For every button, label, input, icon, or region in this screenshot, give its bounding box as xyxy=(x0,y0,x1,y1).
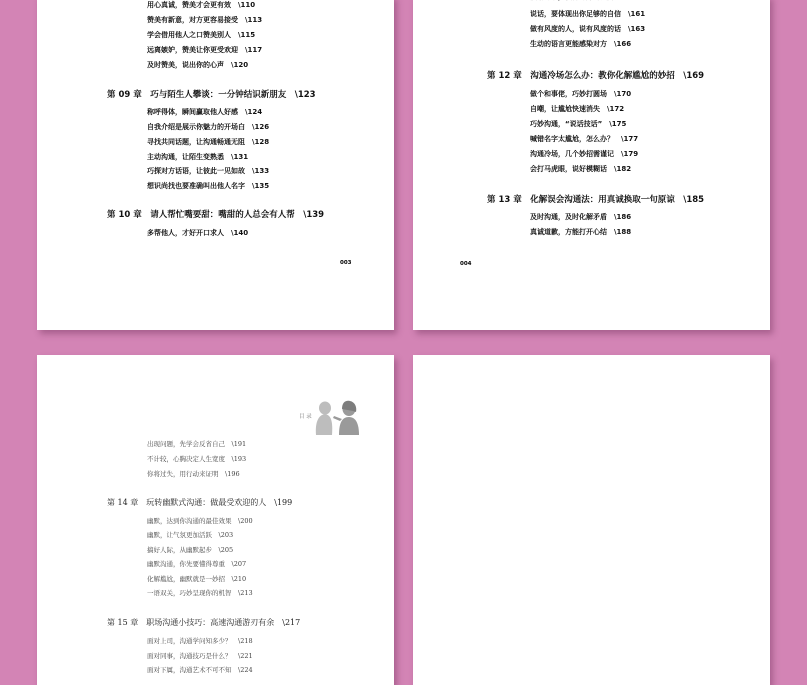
chapter-heading-10: 第 10 章 请人帮忙嘴要甜：嘴甜的人总会有人帮 \139 xyxy=(107,210,325,220)
chapter-heading-09: 第 09 章 巧与陌生人攀谈：一分钟结识新朋友 \123 xyxy=(107,90,316,100)
blank-page xyxy=(413,355,770,685)
chapter-heading-13: 第 13 章 化解误会沟通法：用真诚换取一句原谅 \185 xyxy=(487,195,705,205)
chapter-heading-14: 第 14 章 玩转幽默式沟通：做最受欢迎的人 \199 xyxy=(107,498,293,507)
chapter-heading-12: 第 12 章 沟通冷场怎么办：教你化解尴尬的妙招 \169 xyxy=(487,71,705,81)
toc-entry: 说话，要体现出你足够的自信 \161 xyxy=(530,10,646,18)
toc-page-continued xyxy=(37,355,394,685)
toc-entry: 学会借用他人之口赞美别人 \115 xyxy=(147,31,256,39)
toc-entry: 及时沟通，及时化解矛盾 \186 xyxy=(530,213,632,221)
toc-entry: 多帮他人，才好开口求人 \140 xyxy=(147,229,249,237)
toc-entry: 做有风度的人，说有风度的话 \163 xyxy=(530,25,646,33)
toc-entry: 生动的语言更能感染对方 \166 xyxy=(530,40,632,48)
toc-entry: 及时赞美，说出你的心声 \120 xyxy=(147,61,249,69)
toc-entry: 幽默沟通，你先要懂得尊重 \207 xyxy=(147,560,247,568)
toc-entry: 出现问题，先学会反省自己 \191 xyxy=(147,440,247,448)
toc-entry: 幽默，让气氛更加活跃 \203 xyxy=(147,531,234,539)
toc-entry: 巧探对方话语，让彼此一见如故 \133 xyxy=(147,167,270,175)
couple-silhouette-icon xyxy=(311,399,367,435)
toc-entry: 用心真诚，赞美才会更有效 \110 xyxy=(147,1,256,9)
toc-entry: 真诚道歉，方能打开心结 \188 xyxy=(530,228,632,236)
toc-header-label: 目 录 xyxy=(299,414,312,420)
toc-entry: 幽默，达到你沟通的最佳效果 \200 xyxy=(147,517,253,525)
toc-entry: 你将过失，用行动来证明 \196 xyxy=(147,470,240,478)
toc-entry: 赞美有新意，对方更容易接受 \113 xyxy=(147,16,263,24)
toc-entry: 自嘲，让尴尬快速消失 \172 xyxy=(530,105,625,113)
toc-entry: 想识尚找也要准确叫出他人名字 \135 xyxy=(147,182,270,190)
chapter-heading-15: 第 15 章 职场沟通小技巧：高速沟通游刃有余 \217 xyxy=(107,618,301,627)
toc-entry: 做个和事佬，巧妙打圆场 \170 xyxy=(530,90,632,98)
toc-entry: 沟通冷场，几个妙招需谨记 \179 xyxy=(530,150,639,158)
toc-entry xyxy=(530,0,638,2)
toc-entry: 巧妙沟通，“说话技话” \175 xyxy=(530,120,627,128)
toc-entry: 主动沟通，让陌生变熟悉 \131 xyxy=(147,153,249,161)
toc-entry: 会打马虎眼，说好模糊话 \182 xyxy=(530,165,632,173)
toc-entry: 称呼得体，瞬间赢取他人好感 \124 xyxy=(147,108,263,116)
toc-entry: 化解尴尬，幽默就是一妙招 \210 xyxy=(147,575,247,583)
toc-entry: 搞好人际，从幽默起步 \205 xyxy=(147,546,234,554)
toc-entry: 喊错名字太尴尬，怎么办？ \177 xyxy=(530,135,639,143)
toc-entry: 寻找共同话题，让沟通畅通无阻 \128 xyxy=(147,138,270,146)
toc-page-003 xyxy=(37,0,394,330)
page-number: 004 xyxy=(460,261,472,267)
toc-entry: 一语双关，巧妙呈现你的机智 \213 xyxy=(147,589,253,597)
toc-entry: 面对同事，沟通技巧是什么？ \221 xyxy=(147,652,253,660)
toc-entry: 面对上司，沟通学问知多少？ \218 xyxy=(147,637,253,645)
toc-page-004 xyxy=(413,0,770,330)
toc-entry: 面对下属，沟通艺术不可不知 \224 xyxy=(147,666,253,674)
toc-entry: 不计较，心胸决定人生宽度 \193 xyxy=(147,455,247,463)
page-number: 003 xyxy=(340,260,352,266)
toc-entry: 远离嫉妒，赞美让你更受欢迎 \117 xyxy=(147,46,263,54)
toc-entry: 自我介绍是展示你魅力的开场白 \126 xyxy=(147,123,270,131)
